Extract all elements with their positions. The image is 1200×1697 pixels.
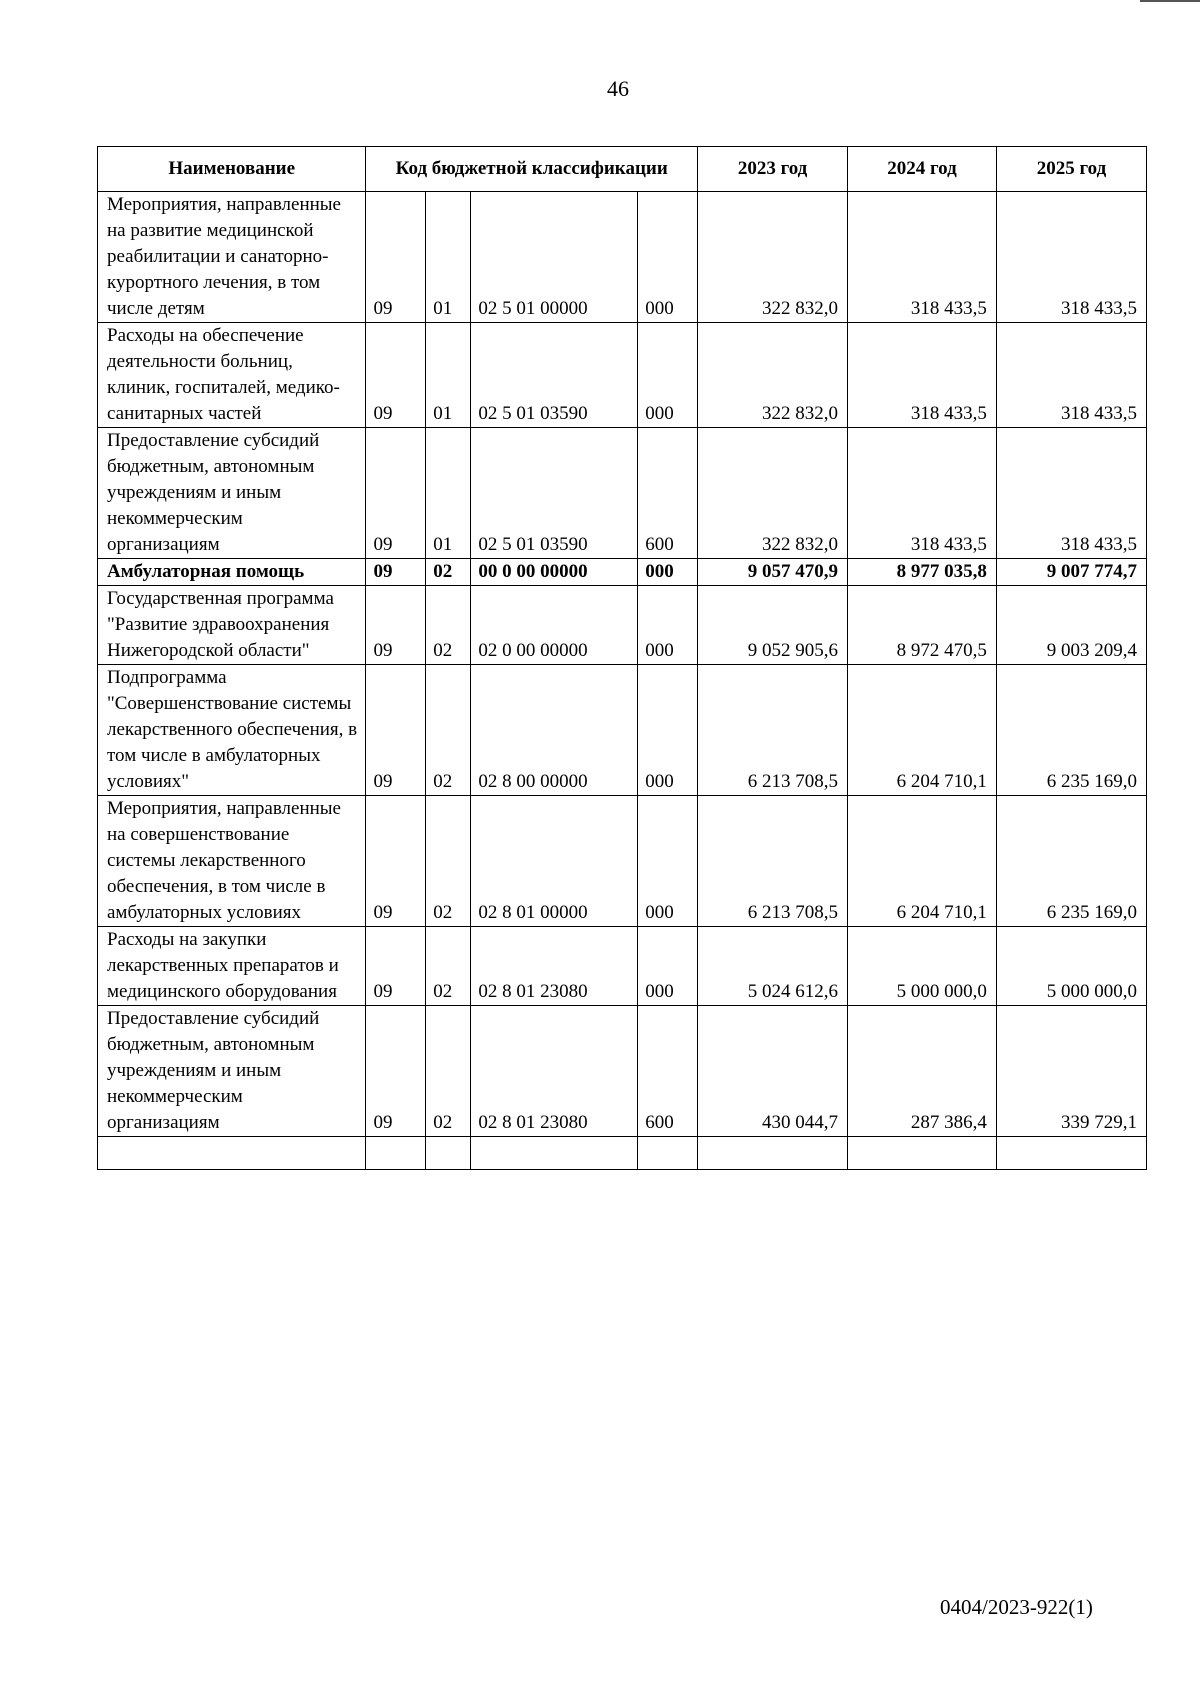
row-value-2024: 318 433,5: [848, 192, 997, 323]
row-value-2025: 318 433,5: [996, 323, 1146, 428]
empty-cell: [698, 1137, 848, 1170]
row-target-article-code: 00 0 00 00000: [471, 559, 638, 586]
row-section-code: 09: [366, 796, 426, 927]
row-value-2023: 9 052 905,6: [698, 586, 848, 665]
row-section-code: 09: [366, 665, 426, 796]
row-target-article-code: 02 8 01 23080: [471, 927, 638, 1006]
row-name: Подпрограмма "Совершенствование системы лекарственного обеспечения, в том числе в амбулаторных условиях": [98, 665, 366, 796]
row-subsection-code: 02: [426, 1006, 471, 1137]
table-body: [98, 192, 1147, 1170]
row-value-2023: 9 057 470,9: [698, 559, 848, 586]
row-subsection-code: 01: [426, 323, 471, 428]
row-section-code: 09: [366, 1006, 426, 1137]
row-section-code: 09: [366, 323, 426, 428]
row-value-2023: 322 832,0: [698, 323, 848, 428]
row-value-2025: 6 235 169,0: [996, 665, 1146, 796]
row-value-2023: 5 024 612,6: [698, 927, 848, 1006]
row-value-2025: 339 729,1: [996, 1006, 1146, 1137]
row-value-2025: 9 003 209,4: [996, 586, 1146, 665]
header-name: Наименование: [98, 147, 366, 192]
row-section-code: 09: [366, 192, 426, 323]
row-name: Амбулаторная помощь: [98, 559, 366, 586]
row-expense-type-code: 000: [638, 559, 698, 586]
row-value-2024: 6 204 710,1: [848, 665, 997, 796]
table-row: [98, 796, 1147, 927]
row-value-2024: 318 433,5: [848, 323, 997, 428]
empty-cell: [366, 1137, 426, 1170]
row-value-2024: 8 977 035,8: [848, 559, 997, 586]
header-2023: 2023 год: [698, 147, 848, 192]
row-name: Расходы на закупки лекарственных препаратов и медицинского оборудования: [98, 927, 366, 1006]
row-target-article-code: 02 8 00 00000: [471, 665, 638, 796]
empty-cell: [426, 1137, 471, 1170]
row-name: Мероприятия, направленные на развитие медицинской реабилитации и санаторно-курортного лечения, в том числе детям: [98, 192, 366, 323]
row-target-article-code: 02 8 01 23080: [471, 1006, 638, 1137]
row-target-article-code: 02 8 01 00000: [471, 796, 638, 927]
row-subsection-code: 01: [426, 192, 471, 323]
row-target-article-code: 02 5 01 03590: [471, 323, 638, 428]
row-subsection-code: 02: [426, 586, 471, 665]
row-name: Государственная программа "Развитие здравоохранения Нижегородской области": [98, 586, 366, 665]
row-expense-type-code: 000: [638, 586, 698, 665]
table-row: [98, 323, 1147, 428]
row-subsection-code: 01: [426, 428, 471, 559]
row-value-2025: 5 000 000,0: [996, 927, 1146, 1006]
row-target-article-code: 02 5 01 03590: [471, 428, 638, 559]
table-row: [98, 559, 1147, 586]
page-number: 46: [607, 76, 629, 101]
row-value-2023: 322 832,0: [698, 428, 848, 559]
header-2024: 2024 год: [848, 147, 997, 192]
row-target-article-code: 02 0 00 00000: [471, 586, 638, 665]
empty-cell: [98, 1137, 366, 1170]
table-header-row: [98, 147, 1147, 192]
row-subsection-code: 02: [426, 796, 471, 927]
table-row: [98, 927, 1147, 1006]
row-value-2024: 6 204 710,1: [848, 796, 997, 927]
row-expense-type-code: 000: [638, 665, 698, 796]
row-value-2024: 8 972 470,5: [848, 586, 997, 665]
row-expense-type-code: 000: [638, 192, 698, 323]
row-section-code: 09: [366, 927, 426, 1006]
row-value-2025: 318 433,5: [996, 192, 1146, 323]
row-target-article-code: 02 5 01 00000: [471, 192, 638, 323]
row-subsection-code: 02: [426, 665, 471, 796]
row-value-2023: 6 213 708,5: [698, 665, 848, 796]
row-section-code: 09: [366, 559, 426, 586]
row-name: Предоставление субсидий бюджетным, автономным учреждениям и иным некоммерческим организациям: [98, 428, 366, 559]
row-subsection-code: 02: [426, 559, 471, 586]
row-value-2024: 5 000 000,0: [848, 927, 997, 1006]
table-row: [98, 428, 1147, 559]
empty-cell: [638, 1137, 698, 1170]
row-name: Мероприятия, направленные на совершенствование системы лекарственного обеспечения, в том числе в амбулаторных условиях: [98, 796, 366, 927]
row-section-code: 09: [366, 586, 426, 665]
row-section-code: 09: [366, 428, 426, 559]
row-expense-type-code: 600: [638, 428, 698, 559]
table-row-empty: [98, 1137, 1147, 1170]
row-name: Предоставление субсидий бюджетным, автономным учреждениям и иным некоммерческим организациям: [98, 1006, 366, 1137]
document-number: 0404/2023-922(1): [940, 1595, 1093, 1619]
header-2025: 2025 год: [996, 147, 1146, 192]
table-row: [98, 665, 1147, 796]
row-value-2023: 430 044,7: [698, 1006, 848, 1137]
row-value-2023: 6 213 708,5: [698, 796, 848, 927]
row-expense-type-code: 000: [638, 796, 698, 927]
table-row: [98, 586, 1147, 665]
row-value-2024: 318 433,5: [848, 428, 997, 559]
budget-table: [97, 146, 1147, 1170]
row-value-2025: 318 433,5: [996, 428, 1146, 559]
table-row: [98, 1006, 1147, 1137]
empty-cell: [848, 1137, 997, 1170]
row-expense-type-code: 000: [638, 927, 698, 1006]
row-value-2025: 6 235 169,0: [996, 796, 1146, 927]
table-row: [98, 192, 1147, 323]
scan-edge-mark: [1140, 0, 1200, 6]
row-expense-type-code: 000: [638, 323, 698, 428]
row-value-2023: 322 832,0: [698, 192, 848, 323]
row-value-2024: 287 386,4: [848, 1006, 997, 1137]
empty-cell: [996, 1137, 1146, 1170]
header-code: Код бюджетной классификации: [366, 147, 698, 192]
row-expense-type-code: 600: [638, 1006, 698, 1137]
empty-cell: [471, 1137, 638, 1170]
row-subsection-code: 02: [426, 927, 471, 1006]
row-value-2025: 9 007 774,7: [996, 559, 1146, 586]
row-name: Расходы на обеспечение деятельности больниц, клиник, госпиталей, медико-санитарных частей: [98, 323, 366, 428]
